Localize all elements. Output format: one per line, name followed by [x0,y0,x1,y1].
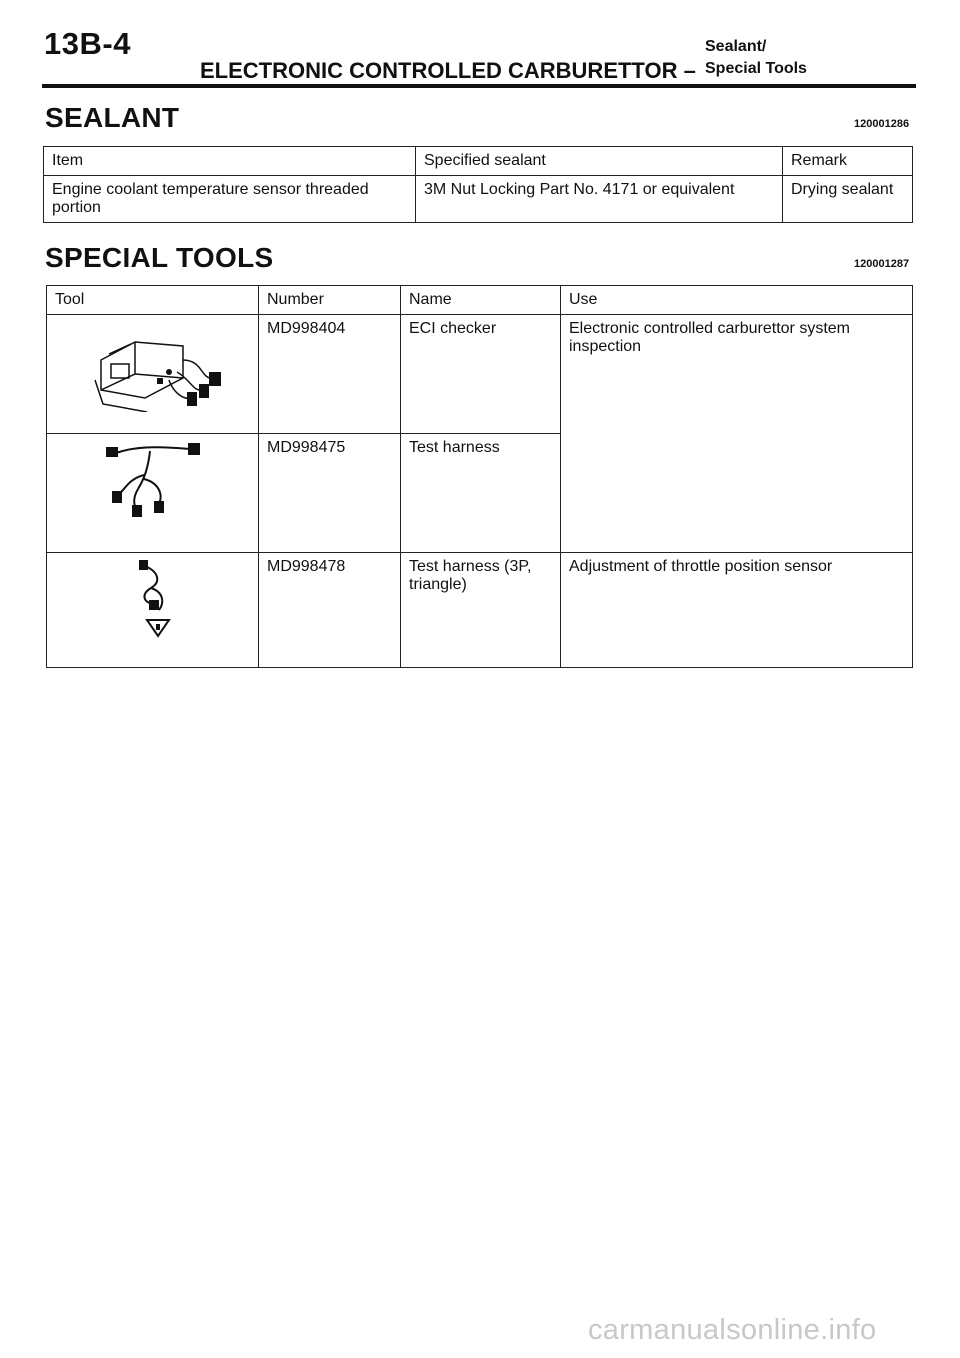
page-number: 13B-4 [44,26,131,61]
test-harness-3p-illustration-icon [123,558,183,638]
special-tools-heading: SPECIAL TOOLS [45,242,274,273]
page-subtitle-line2: Special Tools [705,60,807,77]
sealant-table [43,146,913,223]
test-harness-illustration-icon [98,439,208,519]
table-row [47,315,913,434]
column-header-name: Name [401,286,561,315]
special-tools-table [46,285,913,668]
tool-number-cell: MD998475 [259,434,401,553]
header-rule [42,84,916,88]
tool-name-cell: Test harness [401,434,561,553]
tool-use-cell [561,434,913,553]
tool-use-cell: Adjustment of throttle position sensor [561,553,913,668]
watermark: carmanualsonline.info [588,1314,877,1346]
tool-image-cell [47,434,259,553]
table-header-row [47,286,913,315]
special-tools-code: 120001287 [854,258,910,270]
tool-number-cell: MD998404 [259,315,401,434]
table-row [47,553,913,668]
column-header-remark: Remark [783,147,913,176]
table-header-row [44,147,913,176]
column-header-use: Use [561,286,913,315]
tool-number-cell: MD998478 [259,553,401,668]
tool-use-cell: Electronic controlled carburettor system inspection [561,315,913,434]
column-header-item: Item [44,147,416,176]
sealant-heading: SEALANT [45,102,180,133]
column-header-number: Number [259,286,401,315]
tool-name-cell: ECI checker [401,315,561,434]
tool-image-cell [47,315,259,434]
table-row [47,434,913,553]
tool-name-cell: Test harness (3P, triangle) [401,553,561,668]
eci-checker-illustration-icon [73,320,233,412]
column-header-specified-sealant: Specified sealant [416,147,783,176]
tool-image-cell [47,553,259,668]
column-header-tool: Tool [47,286,259,315]
page-subtitle-line1: Sealant/ [705,38,767,55]
table-row [44,176,913,223]
page-title: ELECTRONIC CONTROLLED CARBURETTOR – [200,58,696,83]
sealant-code: 120001286 [854,118,910,130]
sealant-spec-cell: 3M Nut Locking Part No. 4171 or equivalent [416,176,783,223]
sealant-remark-cell: Drying sealant [783,176,913,223]
sealant-item-cell: Engine coolant temperature sensor threaded portion [44,176,416,223]
